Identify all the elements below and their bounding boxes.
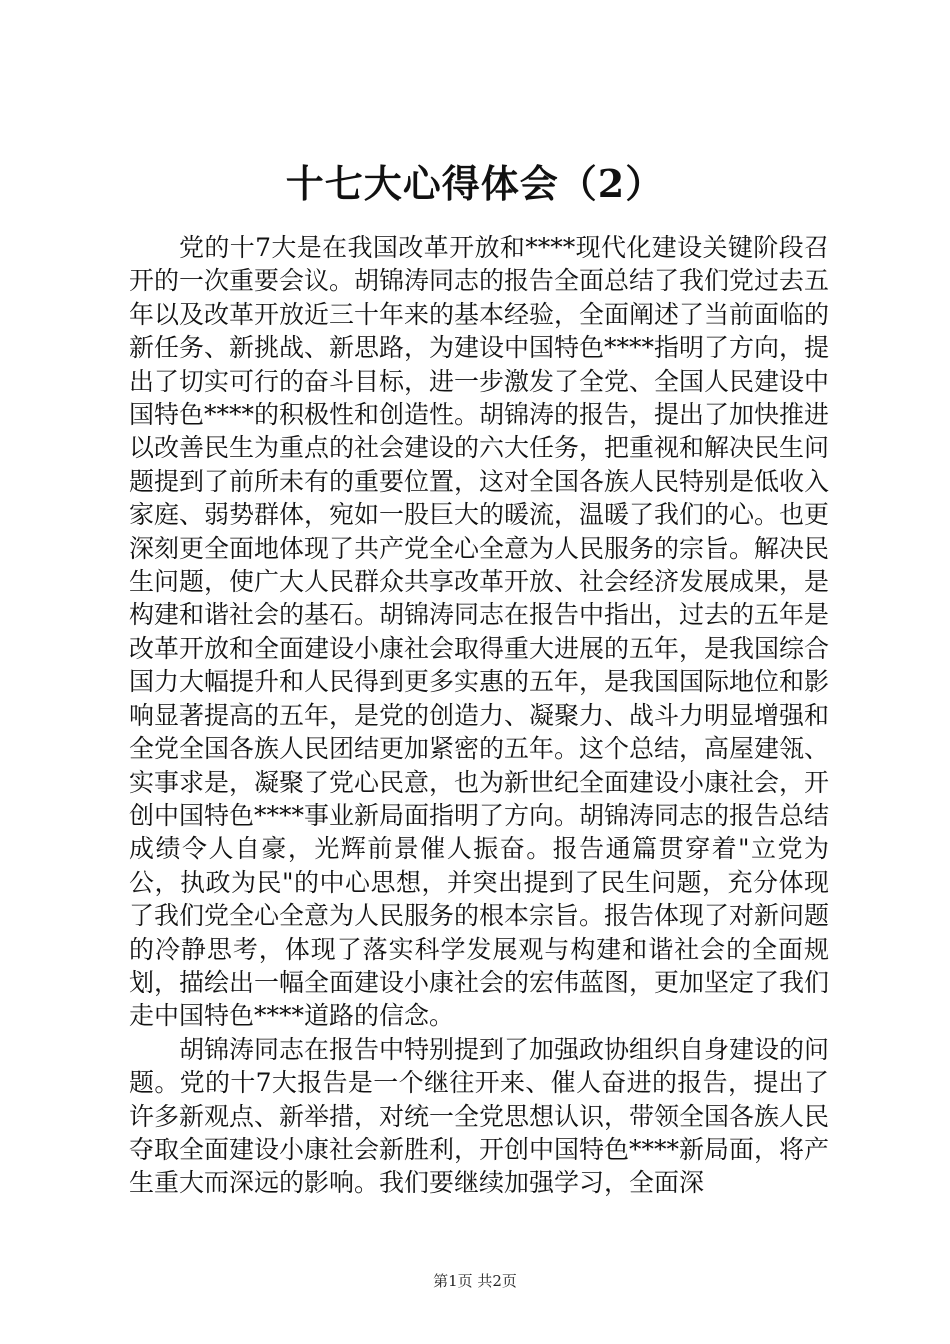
paragraph-1: 党的十7大是在我国改革开放和****现代化建设关键阶段召开的一次重要会议。胡锦涛同志的报告全面总结了我们党过去五年以及改革开放近三十年来的基本经验，全面阐述了当前面临的新任务、新挑战、新思路，为建设中国特色****指明了方向，提出了切实可行的奋斗目标，进一步激发了全党、全国人民建设中国特色****的积极性和创造性。胡锦涛的报告，提出了加快推进以改善民生为重点的社会建设的六大任务，把重视和解决民生问题提到了前所未有的重要位置，这对全国各族人民特别是低收入家庭、弱势群体，宛如一股巨大的暖流，温暖了我们的心。也更深刻更全面地体现了共产党全心全意为人民服务的宗旨。解决民生问题，使广大人民群众共享改革开放、社会经济发展成果，是构建和谐社会的基石。胡锦涛同志在报告中指出，过去的五年是改革开放和全面建设小康社会取得重大进展的五年，是我国综合国力大幅提升和人民得到更多实惠的五年，是我国国际地位和影响显著提高的五年，是党的创造力、凝聚力、战斗力明显增强和全党全国各族人民团结更加紧密的五年。这个总结，高屋建瓴、实事求是，凝聚了党心民意，也为新世纪全面建设小康社会，开创中国特色****事业新局面指明了方向。胡锦涛同志的报告总结成绩令人自豪，光辉前景催人振奋。报告通篇贯穿着"立党为公，执政为民"的中心思想，并突出提到了民生问题，充分体现了我们党全心全意为人民服务的根本宗旨。报告体现了对新问题的冷静思考，体现了落实科学发展观与构建和谐社会的全面规划，描绘出一幅全面建设小康社会的宏伟蓝图，更加坚定了我们走中国特色****道路的信念。 — [129, 233, 830, 1031]
page-number-footer: 第1页 共2页 — [433, 1272, 517, 1290]
paragraph-2: 胡锦涛同志在报告中特别提到了加强政协组织自身建设的问题。党的十7大报告是一个继往开来、催人奋进的报告，提出了许多新观点、新举措，对统一全党思想认识，带领全国各族人民夺取全面建设小康社会新胜利，开创中国特色****新局面，将产生重大而深远的影响。我们要继续加强学习，全面深 — [129, 1034, 830, 1198]
document-body — [129, 231, 829, 1200]
page-title: 十七大心得体会（2） — [285, 161, 665, 206]
